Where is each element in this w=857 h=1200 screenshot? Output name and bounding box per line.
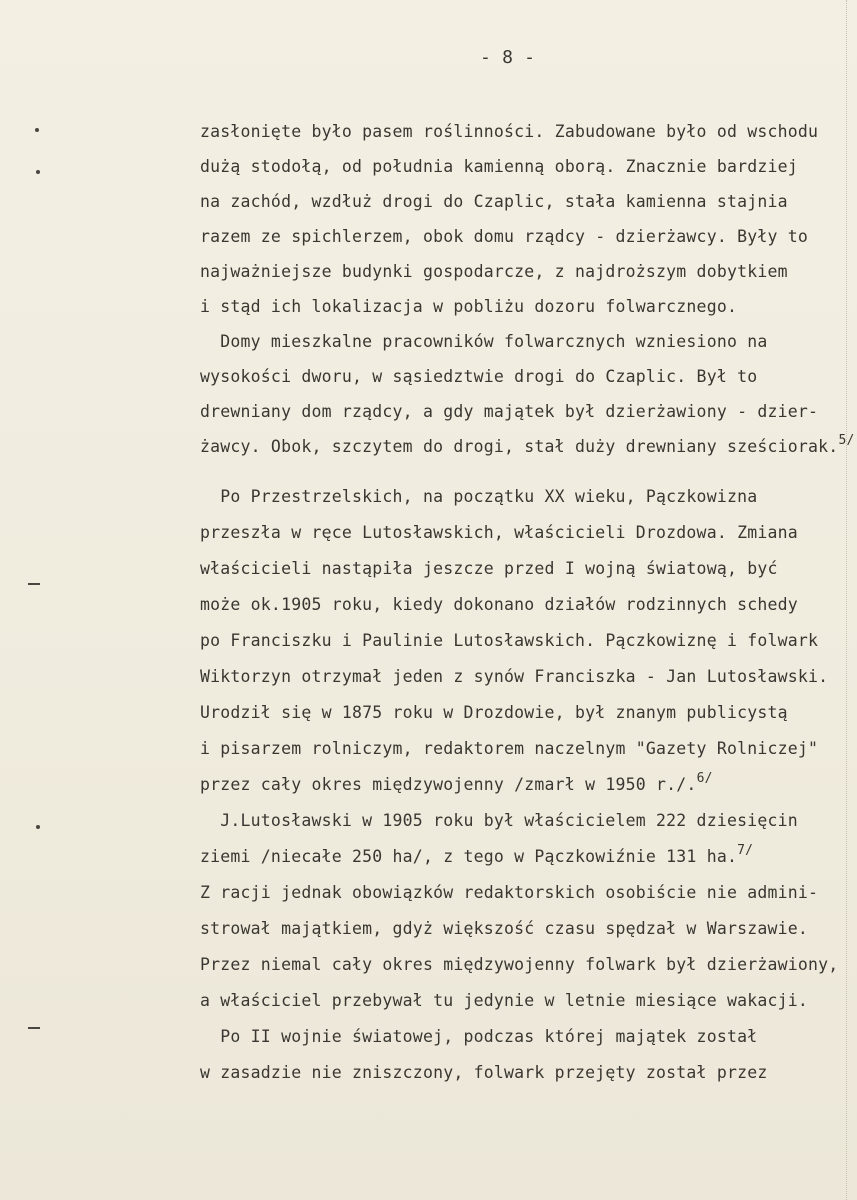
margin-dot bbox=[36, 170, 40, 174]
text-line: przeszła w ręce Lutosławskich, właścicieli Drozdowa. Zmiana bbox=[200, 523, 798, 542]
text-line: i pisarzem rolniczym, redaktorem naczelnym "Gazety Rolniczej" bbox=[200, 739, 819, 758]
text-line-with-footnote bbox=[200, 771, 713, 794]
text-line: w zasadzie nie zniszczony, folwark przejęty został przez bbox=[200, 1063, 768, 1082]
page-edge bbox=[846, 0, 857, 1200]
page-number: - 8 - bbox=[480, 47, 536, 68]
text-line: na zachód, wzdłuż drogi do Czaplic, stała kamienna stajnia bbox=[200, 192, 788, 211]
text-line: właścicieli nastąpiła jeszcze przed I wojną światową, być bbox=[200, 559, 778, 578]
margin-dot bbox=[36, 825, 40, 829]
text-line: Wiktorzyn otrzymał jeden z synów Franciszka - Jan Lutosławski. bbox=[200, 667, 829, 686]
text-line: może ok.1905 roku, kiedy dokonano działów rodzinnych schedy bbox=[200, 595, 798, 614]
margin-dash bbox=[28, 1027, 40, 1029]
footnote-ref: 7/ bbox=[737, 843, 754, 858]
text-line: i stąd ich lokalizacja w pobliżu dozoru folwarcznego. bbox=[200, 297, 738, 316]
text-line: Urodził się w 1875 roku w Drozdowie, był znanym publicystą bbox=[200, 703, 788, 722]
text-line: Po Przestrzelskich, na początku XX wieku, Pączkowizna bbox=[200, 487, 758, 506]
text-line: wysokości dworu, w sąsiedztwie drogi do Czaplic. Był to bbox=[200, 367, 758, 386]
text-line: razem ze spichlerzem, obok domu rządcy - dzierżawcy. Były to bbox=[200, 227, 809, 246]
line-text: żawcy. Obok, szczytem do drogi, stał duży drewniany sześciorak. bbox=[200, 437, 839, 456]
text-line: J.Lutosławski w 1905 roku był właścicielem 222 dziesięcin bbox=[200, 811, 798, 830]
text-line: dużą stodołą, od południa kamienną oborą. Znacznie bardziej bbox=[200, 157, 798, 176]
footnote-ref: 5/ bbox=[838, 433, 855, 448]
margin-dot bbox=[35, 128, 39, 132]
margin-dash bbox=[28, 583, 40, 585]
text-line: zasłonięte było pasem roślinności. Zabudowane było od wschodu bbox=[200, 122, 819, 141]
text-line: strował majątkiem, gdyż większość czasu spędzał w Warszawie. bbox=[200, 919, 809, 938]
text-line: Po II wojnie światowej, podczas której majątek został bbox=[200, 1027, 758, 1046]
line-text: przez cały okres międzywojenny /zmarł w 1950 r./. bbox=[200, 775, 697, 794]
text-line: najważniejsze budynki gospodarcze, z najdroższym dobytkiem bbox=[200, 262, 788, 281]
line-text: ziemi /niecałe 250 ha/, z tego w Pączkowiźnie 131 ha. bbox=[200, 847, 738, 866]
text-line-with-footnote bbox=[200, 433, 855, 456]
text-line: drewniany dom rządcy, a gdy majątek był dzierżawiony - dzier- bbox=[200, 402, 819, 421]
text-line: Z racji jednak obowiązków redaktorskich osobiście nie admini- bbox=[200, 883, 819, 902]
text-line: Domy mieszkalne pracowników folwarcznych wzniesiono na bbox=[200, 332, 768, 351]
text-line: po Franciszku i Paulinie Lutosławskich. Pączkowiznę i folwark bbox=[200, 631, 819, 650]
text-line-with-footnote bbox=[200, 843, 754, 866]
footnote-ref: 6/ bbox=[696, 771, 713, 786]
text-line: Przez niemal cały okres międzywojenny folwark był dzierżawiony, bbox=[200, 955, 839, 974]
text-line: a właściciel przebywał tu jedynie w letnie miesiące wakacji. bbox=[200, 991, 809, 1010]
